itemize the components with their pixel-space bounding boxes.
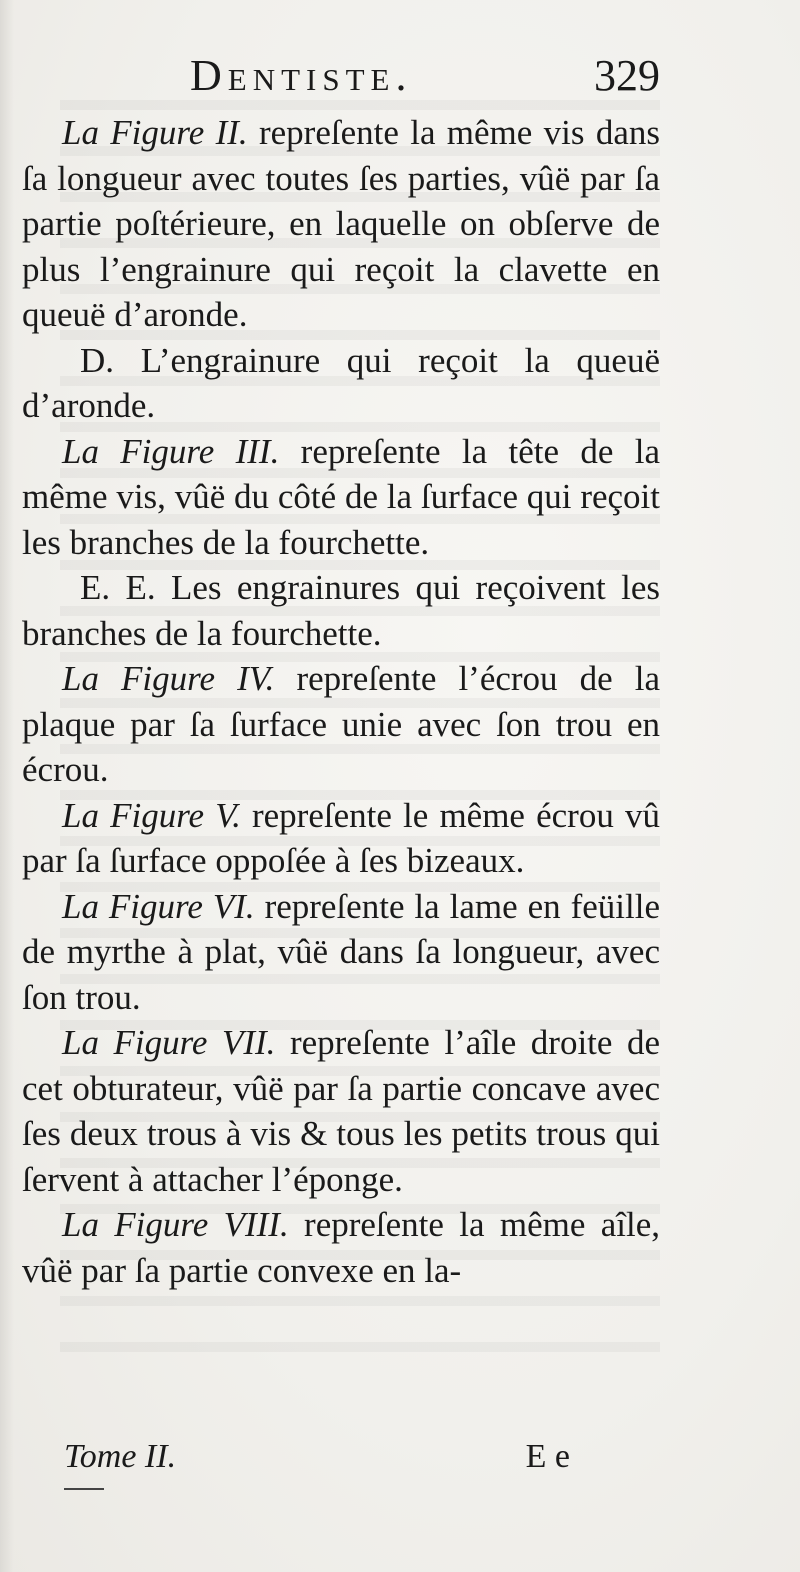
figure-label: La Figure VI. <box>62 886 255 926</box>
paragraph-text: repreſente l’écrou de la plaque par ſa ſurface unie avec ſon trou en écrou. <box>22 659 661 789</box>
paragraph-figure-5 <box>22 793 660 884</box>
figure-label: La Figure IV. <box>62 659 275 698</box>
paragraph-figure-4 <box>22 656 660 793</box>
volume-label: Tome II. <box>64 1438 177 1475</box>
page-number: 329 <box>594 51 660 100</box>
paragraph-figure-7 <box>22 1020 660 1202</box>
page-gutter-shadow <box>0 0 14 1572</box>
footer-rule <box>64 1488 104 1490</box>
paragraph-text: repreſente la même aîle, vûë par ſa partie convexe en la- <box>22 1205 660 1290</box>
paragraph-figure-2 <box>22 110 660 338</box>
paragraph-text: Les engrainures qui reçoivent les branches de la fourchette. <box>22 568 661 653</box>
key-label: E. E. <box>80 568 156 607</box>
figure-label: La Figure VIII. <box>62 1205 289 1244</box>
paragraph-key-e <box>22 565 660 656</box>
figure-label: La Figure V. <box>62 795 241 835</box>
paragraph-figure-8 <box>22 1202 660 1293</box>
paragraph-text: repreſente la même vis dans ſa longueur avec toutes ſes parties, vûë par ſa partie poſtérieure, en laquelle on obſerve de plus l’engrainure qui reçoit la clavette en queuë d’aronde. <box>22 113 660 334</box>
paragraph-text: repreſente l’aîle droite de cet obturateur, vûë par ſa partie concave avec ſes deux trous à vis & tous les petits trous qui ſervent à attacher l’éponge. <box>22 1023 660 1199</box>
page-header <box>190 50 660 110</box>
paragraph-figure-3 <box>22 429 660 566</box>
paragraph-text: L’engrainure qui reçoit la queuë d’aronde. <box>22 340 660 425</box>
body-text <box>22 110 660 1293</box>
paragraph-key-d <box>22 338 660 429</box>
figure-label: La Figure III. <box>62 431 280 471</box>
key-label: D. <box>80 340 115 380</box>
running-head: Dentiste. <box>190 51 413 100</box>
figure-label: La Figure VII. <box>62 1023 276 1062</box>
paragraph-text: repreſente la lame en feüille de myrthe à plat, vûë dans ſa longueur, avec ſon trou. <box>22 886 660 1017</box>
page-footer <box>64 1438 570 1488</box>
paragraph-text: repreſente le même écrou vû par ſa ſurface oppoſée à ſes bizeaux. <box>22 795 660 880</box>
signature-mark: E e <box>525 1438 570 1475</box>
paragraph-figure-6 <box>22 884 660 1021</box>
figure-label: La Figure II. <box>62 113 248 152</box>
paragraph-text: repreſente la tête de la même vis, vûë du côté de la ſurface qui reçoit les branches de la fourchette. <box>22 431 660 562</box>
